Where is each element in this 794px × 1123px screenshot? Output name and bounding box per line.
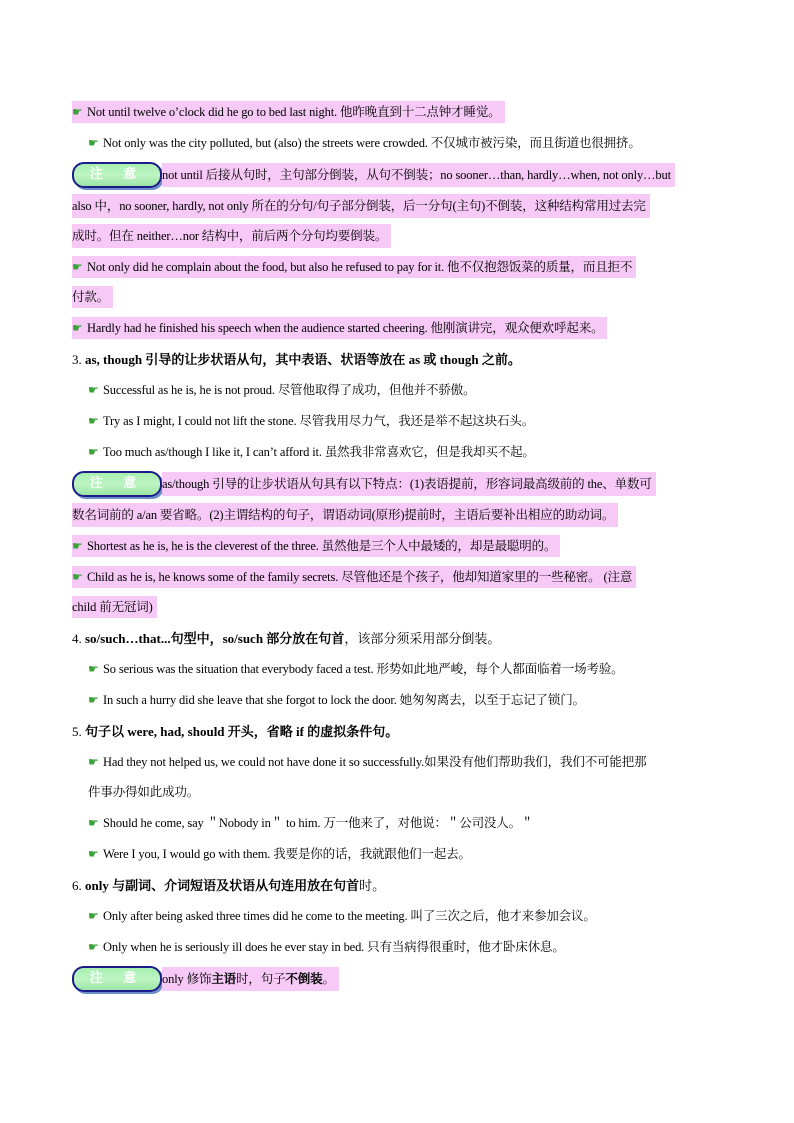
example-text: Try as I might, I could not lift the stone. 尽管我用尽力气，我还是举不起这块石头。 [103, 413, 535, 428]
example-text: Should he come, say ＂Nobody in＂ to him. 万一他来了，对他说：＂公司没人。＂ [103, 815, 534, 830]
hand-pointer-icon: ☛ [72, 320, 83, 335]
example-line [72, 777, 724, 807]
example-line [72, 592, 724, 622]
note-block [72, 158, 724, 251]
example-text: Not only did he complain about the food, but also he refused to pay for it. 他不仅抱怨饭菜的质量，而且拒不 [87, 259, 633, 274]
example-line [72, 312, 724, 343]
heading-text: 句子以 were, had, should 开头，省略 if 的虚拟条件句。 [85, 724, 399, 739]
example-line [72, 746, 724, 777]
example-text: Shortest as he is, he is the cleverest of the three. 虽然他是三个人中最矮的，却是最聪明的。 [87, 538, 557, 553]
example-line [72, 405, 724, 436]
note-text: 数名词前的 a/an 要省略。(2)主谓结构的句子，谓语动词(原形)提前时，主语后要补出相应的助动词。 [72, 503, 618, 527]
hand-pointer-icon: ☛ [88, 692, 99, 707]
hand-pointer-icon: ☛ [88, 661, 99, 676]
example-line [72, 530, 724, 561]
note-text: also 中，no sooner, hardly, not only 所在的分句/句子部分倒装，后一分句(主句)不倒装，这种结构常用过去完 [72, 194, 650, 218]
hand-pointer-icon: ☛ [88, 135, 99, 150]
note-text: only 修饰主语时，句子不倒装。 [162, 967, 339, 991]
example-text: Too much as/though I like it, I can’t afford it. 虽然我非常喜欢它，但是我却买不起。 [103, 444, 535, 459]
hand-pointer-icon: ☛ [88, 846, 99, 861]
note-text: not until 后接从句时，主句部分倒装，从句不倒装；no sooner…than, hardly…when, not only…but [162, 163, 675, 187]
note-text: 成时。但在 neither…nor 结构中，前后两个分句均要倒装。 [72, 224, 391, 248]
example-text: Child as he is, he knows some of the family secrets. 尽管他还是个孩子，他却知道家里的一些秘密。 (注意 [87, 569, 633, 584]
hand-pointer-icon: ☛ [72, 538, 83, 553]
example-text: child 前无冠词) [72, 596, 157, 618]
example-text: Successful as he is, he is not proud. 尽管他取得了成功，但他并不骄傲。 [103, 382, 476, 397]
hand-pointer-icon: ☛ [88, 413, 99, 428]
note-badge: 注 意 [72, 162, 162, 188]
example-text: Only after being asked three times did he come to the meeting. 叫了三次之后，他才来参加会议。 [103, 908, 596, 923]
note-badge: 注 意 [72, 966, 162, 992]
example-line [72, 251, 724, 282]
section-heading: 5. 句子以 were, had, should 开头，省略 if 的虚拟条件句。 [72, 724, 399, 739]
example-line [72, 807, 724, 838]
section-heading: 3. as, though 引导的让步状语从句，其中表语、状语等放在 as 或 though 之前。 [72, 352, 521, 367]
note-badge: 注 意 [72, 471, 162, 497]
example-line [72, 561, 724, 592]
example-line [72, 127, 724, 158]
note-text: as/though 引导的让步状语从句具有以下特点：(1)表语提前，形容词最高级前的 the、单数可 [162, 472, 656, 496]
section-heading: 6. only 与副词、介词短语及状语从句连用放在句首时。 [72, 878, 386, 893]
heading-text: so/such…that...句型中，so/such 部分放在句首 [85, 631, 345, 646]
heading-text: as, though 引导的让步状语从句，其中表语、状语等放在 as 或 though 之前。 [85, 352, 521, 367]
example-text: Only when he is seriously ill does he ever stay in bed. 只有当病得很重时，他才卧床休息。 [103, 939, 565, 954]
hand-pointer-icon: ☛ [88, 939, 99, 954]
example-text: In such a hurry did she leave that she forgot to lock the door. 她匆匆离去，以至于忘记了锁门。 [103, 692, 585, 707]
document-page [72, 96, 724, 995]
example-text: 付款。 [72, 286, 113, 308]
example-text: Hardly had he finished his speech when the audience started cheering. 他刚演讲完，观众便欢呼起来。 [87, 320, 604, 335]
example-line [72, 931, 724, 962]
example-line [72, 436, 724, 467]
example-line [72, 96, 724, 127]
hand-pointer-icon: ☛ [72, 104, 83, 119]
hand-pointer-icon: ☛ [88, 382, 99, 397]
hand-pointer-icon: ☛ [88, 815, 99, 830]
note-block [72, 467, 724, 530]
example-text: 件事办得如此成功。 [88, 785, 200, 799]
example-line [72, 653, 724, 684]
example-line [72, 282, 724, 312]
example-text: So serious was the situation that everybody faced a test. 形势如此地严峻，每个人都面临着一场考验。 [103, 661, 624, 676]
example-text: Not until twelve o’clock did he go to bed last night. 他昨晚直到十二点钟才睡觉。 [87, 104, 501, 119]
heading-text: only 与副词、介词短语及状语从句连用放在句首 [85, 878, 360, 893]
hand-pointer-icon: ☛ [88, 754, 99, 769]
example-line [72, 374, 724, 405]
hand-pointer-icon: ☛ [72, 259, 83, 274]
hand-pointer-icon: ☛ [88, 444, 99, 459]
example-line [72, 684, 724, 715]
note-block [72, 962, 724, 995]
hand-pointer-icon: ☛ [72, 569, 83, 584]
hand-pointer-icon: ☛ [88, 908, 99, 923]
example-line [72, 838, 724, 869]
section-heading: 4. so/such…that...句型中，so/such 部分放在句首，该部分须采用部分倒装。 [72, 631, 501, 646]
example-text: Were I you, I would go with them. 我要是你的话，我就跟他们一起去。 [103, 846, 471, 861]
example-text: Had they not helped us, we could not have done it so successfully.如果没有他们帮助我们，我们不可能把那 [103, 754, 647, 769]
example-text: Not only was the city polluted, but (also) the streets were crowded. 不仅城市被污染，而且街道也很拥挤。 [103, 135, 641, 150]
example-line [72, 900, 724, 931]
